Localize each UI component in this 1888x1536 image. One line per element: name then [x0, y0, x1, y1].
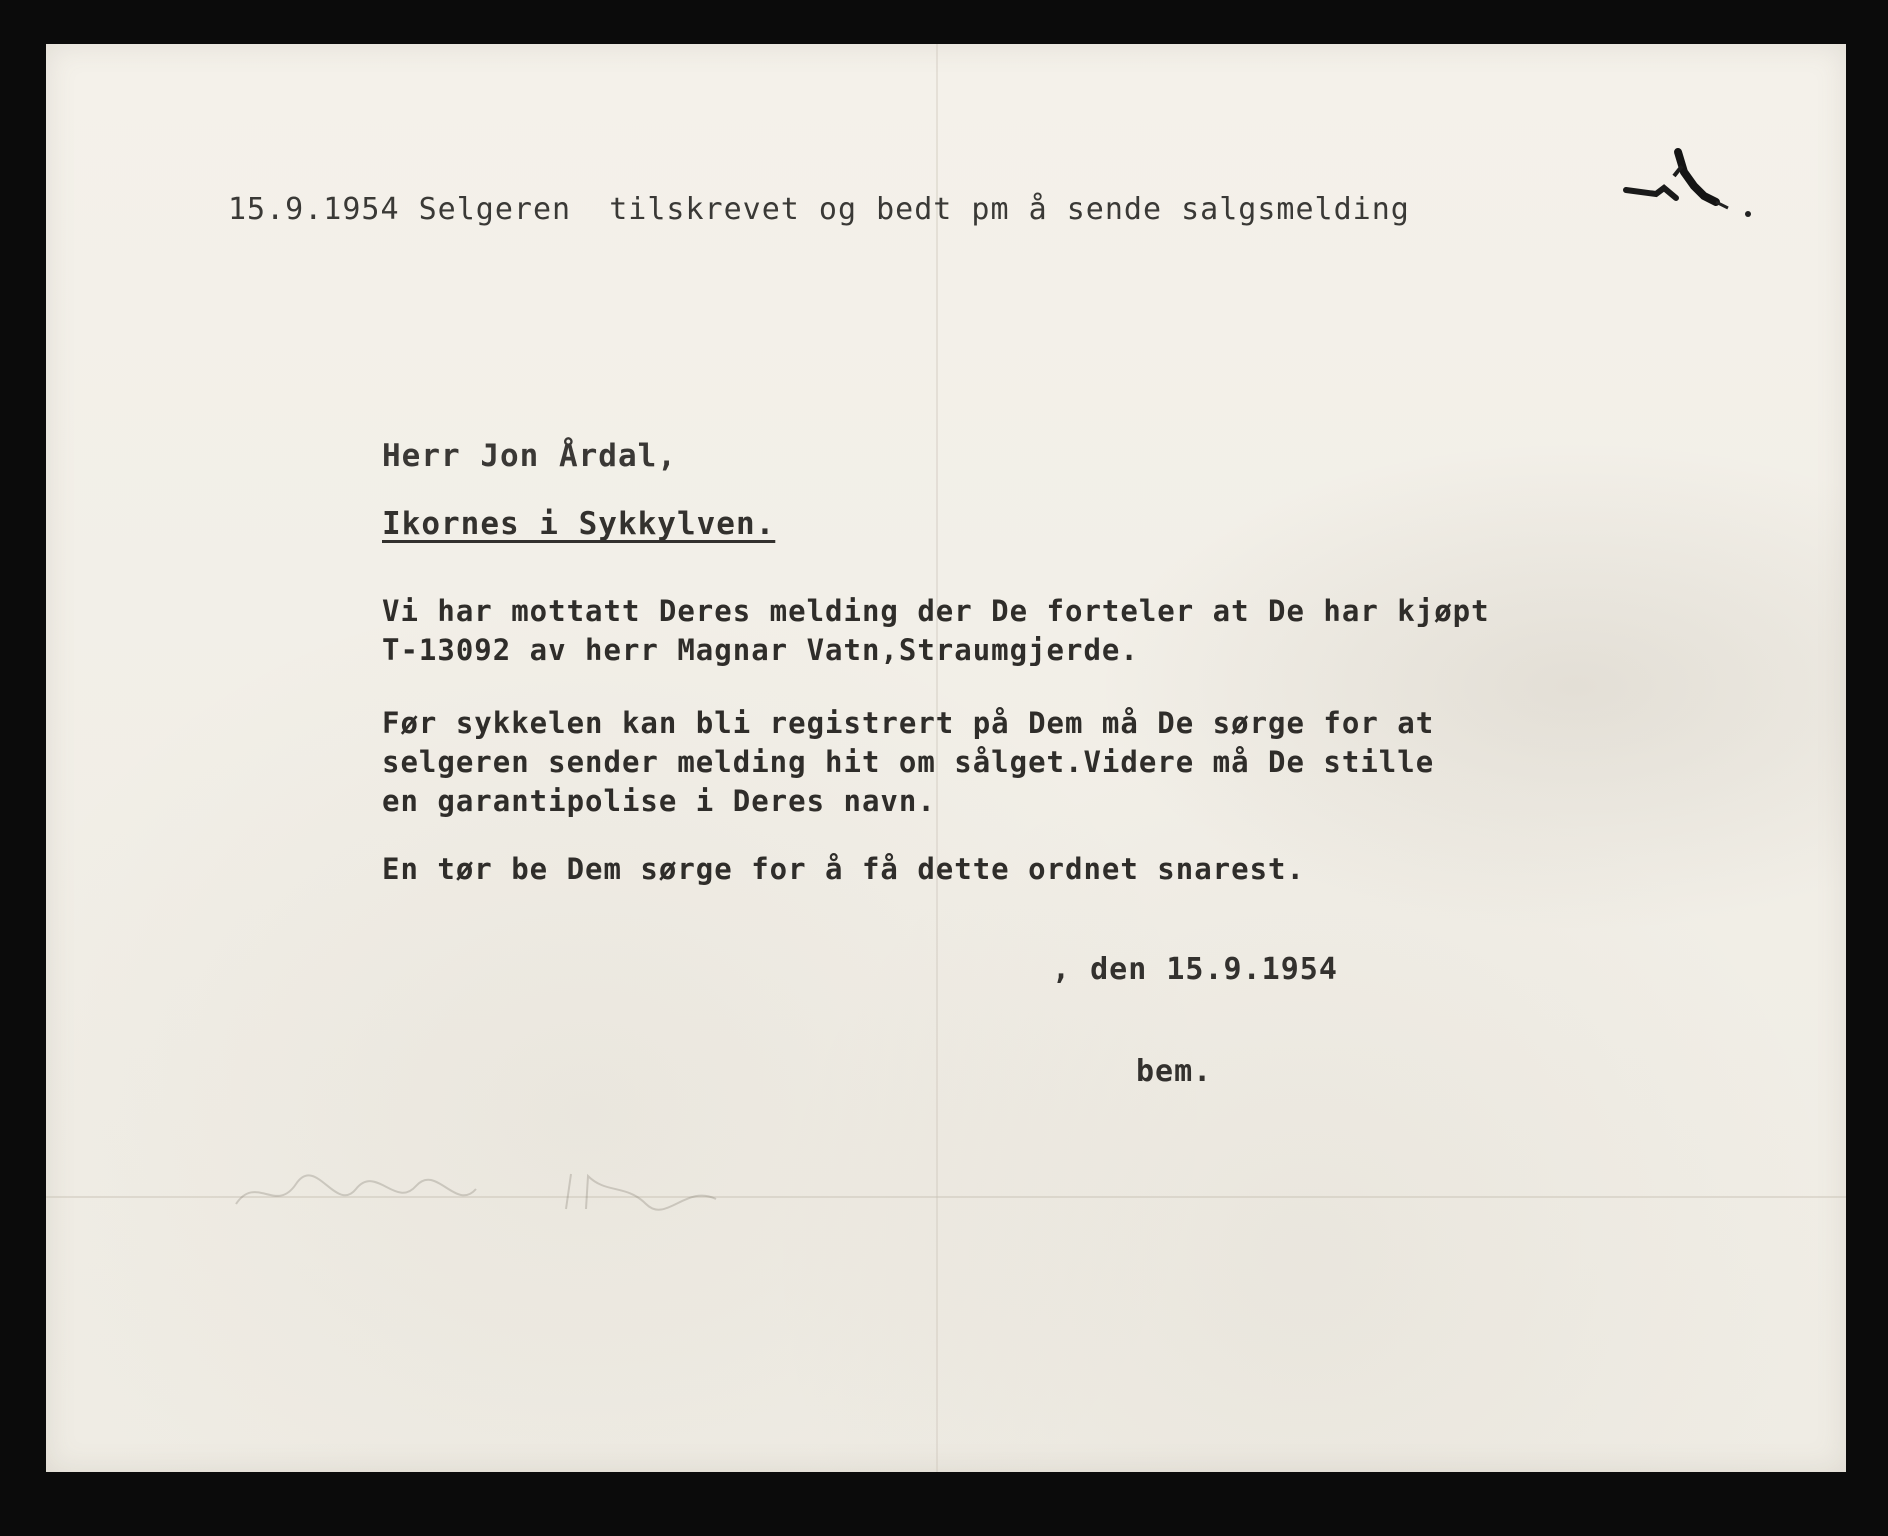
dateline: , den 15.9.1954 [1052, 952, 1338, 987]
body-paragraph-3: En tør be Dem sørge for å få dette ordnet snarest. [382, 852, 1305, 886]
paragraph-2-line-2: selgeren sender melding hit om sålget.Videre må De stille [382, 745, 1435, 779]
body-paragraph-2 [382, 704, 1434, 821]
paper-sheet [46, 44, 1846, 1472]
header-note-text: Selgeren tilskrevet og bedt pm å sende salgsmelding [418, 192, 1410, 227]
recipient-address: Ikornes i Sykkylven. [382, 506, 776, 542]
recipient-salutation: Herr Jon Årdal, [382, 438, 677, 474]
paragraph-2-line-3: en garantipolise i Deres navn. [382, 784, 936, 818]
paragraph-1-line-1: Vi har mottatt Deres melding der De forteler at De har kjøpt [382, 594, 1490, 628]
paragraph-2-line-1: Før sykkelen kan bli registrert på Dem må De sørge for at [382, 706, 1435, 740]
header-note [228, 192, 1410, 227]
header-note-date: 15.9.1954 [228, 192, 400, 227]
faint-handwriting-background [226, 1164, 726, 1224]
body-paragraph-1 [382, 592, 1490, 670]
ink-blot-icon [1616, 142, 1756, 232]
paragraph-1-line-2: T-13092 av herr Magnar Vatn,Straumgjerde. [382, 633, 1139, 667]
closing-signature: bem. [1136, 1054, 1213, 1089]
